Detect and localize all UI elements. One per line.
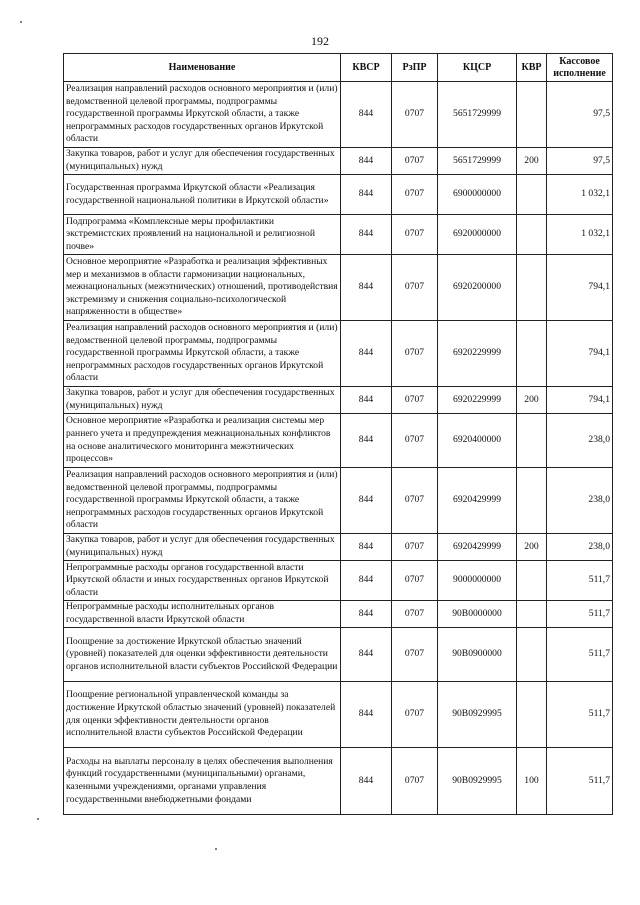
cell-kvr <box>517 561 547 601</box>
cell-amount: 794,1 <box>547 255 613 321</box>
cell-kvr <box>517 82 547 148</box>
cell-kcsr: 90В0000000 <box>438 601 517 628</box>
cell-amount: 238,0 <box>547 468 613 534</box>
cell-rzpr: 0707 <box>392 561 438 601</box>
cell-name: Закупка товаров, работ и услуг для обеспечения государственных (муниципальных) нужд <box>64 148 341 175</box>
cell-name: Основное мероприятие «Разработка и реализация эффективных мер и механизмов в области гармонизации национальных, межнациональных (межэтнических) отношений, противодействия экстремизму и снижения социально-психологической напряженности в обществе» <box>64 255 341 321</box>
table-header-row <box>64 54 613 82</box>
scan-dot <box>37 818 39 820</box>
cell-kvr: 200 <box>517 148 547 175</box>
cell-kvsr: 844 <box>341 682 392 748</box>
table-row <box>64 321 613 387</box>
cell-amount: 511,7 <box>547 601 613 628</box>
cell-kvr: 200 <box>517 534 547 561</box>
cell-name: Подпрограмма «Комплексные меры профилактики экстремистских проявлений на национальной и религиозной почве» <box>64 215 341 255</box>
cell-rzpr: 0707 <box>392 215 438 255</box>
cell-name: Реализация направлений расходов основного мероприятия и (или) ведомственной целевой программы, подпрограммы государственной программы Иркутской области, а также непрограммных расходов государственных органов Иркутской области <box>64 321 341 387</box>
cell-name: Непрограммные расходы органов государственной власти Иркутской области и иных государственных органов Иркутской области <box>64 561 341 601</box>
cell-kvsr: 844 <box>341 561 392 601</box>
cell-kcsr: 6920429999 <box>438 534 517 561</box>
cell-amount: 511,7 <box>547 748 613 815</box>
cell-amount: 1 032,1 <box>547 175 613 215</box>
cell-kvsr: 844 <box>341 601 392 628</box>
cell-name: Закупка товаров, работ и услуг для обеспечения государственных (муниципальных) нужд <box>64 534 341 561</box>
cell-rzpr: 0707 <box>392 321 438 387</box>
cell-rzpr: 0707 <box>392 468 438 534</box>
cell-name: Закупка товаров, работ и услуг для обеспечения государственных (муниципальных) нужд <box>64 387 341 414</box>
cell-kvr <box>517 255 547 321</box>
header-kvsr: КВСР <box>341 54 392 82</box>
cell-kvsr: 844 <box>341 321 392 387</box>
cell-name: Поощрение за достижение Иркутской областью значений (уровней) показателей для оценки эффективности деятельности органов исполнительной власти субъектов Российской Федерации <box>64 628 341 682</box>
cell-kvsr: 844 <box>341 215 392 255</box>
cell-name: Непрограммные расходы исполнительных органов государственной власти Иркутской области <box>64 601 341 628</box>
cell-kcsr: 6920200000 <box>438 255 517 321</box>
scan-dot <box>20 21 22 23</box>
cell-amount: 511,7 <box>547 561 613 601</box>
table-row <box>64 561 613 601</box>
cell-kcsr: 90В0929995 <box>438 748 517 815</box>
cell-rzpr: 0707 <box>392 414 438 468</box>
cell-kvr <box>517 601 547 628</box>
cell-amount: 238,0 <box>547 414 613 468</box>
cell-amount: 1 032,1 <box>547 215 613 255</box>
cell-kcsr: 90В0929995 <box>438 682 517 748</box>
cell-amount: 511,7 <box>547 628 613 682</box>
cell-kvr <box>517 321 547 387</box>
cell-amount: 97,5 <box>547 148 613 175</box>
table-row <box>64 215 613 255</box>
table-row <box>64 175 613 215</box>
cell-kcsr: 6920400000 <box>438 414 517 468</box>
table-body <box>64 82 613 815</box>
cell-rzpr: 0707 <box>392 175 438 215</box>
cell-kvr <box>517 628 547 682</box>
cell-kvsr: 844 <box>341 175 392 215</box>
page-number: 192 <box>311 34 329 48</box>
scan-dot <box>215 848 217 850</box>
cell-name: Основное мероприятие «Разработка и реализация системы мер раннего учета и предупреждения межнациональных конфликтов на основе аналитического мониторинга межэтнических процессов» <box>64 414 341 468</box>
cell-name: Расходы на выплаты персоналу в целях обеспечения выполнения функций государственными (муниципальными) органами, казенными учреждениями, органами управления государственными внебюджетными фондами <box>64 748 341 815</box>
cell-rzpr: 0707 <box>392 682 438 748</box>
cell-kvsr: 844 <box>341 148 392 175</box>
cell-kvsr: 844 <box>341 414 392 468</box>
cell-amount: 511,7 <box>547 682 613 748</box>
cell-kcsr: 5651729999 <box>438 148 517 175</box>
header-name: Наименование <box>64 54 341 82</box>
cell-rzpr: 0707 <box>392 82 438 148</box>
cell-amount: 238,0 <box>547 534 613 561</box>
cell-kvsr: 844 <box>341 82 392 148</box>
cell-kvr <box>517 414 547 468</box>
cell-kcsr: 6920229999 <box>438 387 517 414</box>
table-row <box>64 682 613 748</box>
table-row <box>64 748 613 815</box>
cell-kvr <box>517 468 547 534</box>
cell-kcsr: 6900000000 <box>438 175 517 215</box>
cell-rzpr: 0707 <box>392 534 438 561</box>
cell-rzpr: 0707 <box>392 148 438 175</box>
header-kcsr: КЦСР <box>438 54 517 82</box>
cell-kvsr: 844 <box>341 748 392 815</box>
cell-kcsr: 9000000000 <box>438 561 517 601</box>
cell-rzpr: 0707 <box>392 601 438 628</box>
table-row <box>64 255 613 321</box>
header-amount: Кассовое исполнение <box>547 54 613 82</box>
table-row <box>64 468 613 534</box>
cell-kvsr: 844 <box>341 534 392 561</box>
table-row <box>64 148 613 175</box>
table-row <box>64 628 613 682</box>
table-row <box>64 387 613 414</box>
cell-amount: 794,1 <box>547 321 613 387</box>
table-row <box>64 414 613 468</box>
cell-kcsr: 6920229999 <box>438 321 517 387</box>
cell-rzpr: 0707 <box>392 628 438 682</box>
cell-kvr <box>517 175 547 215</box>
cell-kcsr: 90В0900000 <box>438 628 517 682</box>
cell-kvr <box>517 682 547 748</box>
cell-name: Поощрение региональной управленческой команды за достижение Иркутской областью значений (уровней) показателей для оценки эффективности деятельности органов исполнительной власти субъектов Российской Федерации <box>64 682 341 748</box>
cell-kcsr: 6920000000 <box>438 215 517 255</box>
table-row <box>64 601 613 628</box>
cell-kvsr: 844 <box>341 468 392 534</box>
cell-kvr: 200 <box>517 387 547 414</box>
cell-name: Государственная программа Иркутской области «Реализация государственной национальной политики в Иркутской области» <box>64 175 341 215</box>
table-row <box>64 82 613 148</box>
cell-rzpr: 0707 <box>392 748 438 815</box>
cell-kcsr: 5651729999 <box>438 82 517 148</box>
cell-name: Реализация направлений расходов основного мероприятия и (или) ведомственной целевой программы, подпрограммы государственной программы Иркутской области, а также непрограммных расходов государственных органов Иркутской области <box>64 468 341 534</box>
cell-kcsr: 6920429999 <box>438 468 517 534</box>
table-row <box>64 534 613 561</box>
cell-amount: 97,5 <box>547 82 613 148</box>
cell-kvsr: 844 <box>341 628 392 682</box>
header-kvr: КВР <box>517 54 547 82</box>
cell-rzpr: 0707 <box>392 255 438 321</box>
cell-rzpr: 0707 <box>392 387 438 414</box>
cell-kvr <box>517 215 547 255</box>
header-rzpr: РзПР <box>392 54 438 82</box>
cell-kvsr: 844 <box>341 387 392 414</box>
cell-kvsr: 844 <box>341 255 392 321</box>
cell-name: Реализация направлений расходов основного мероприятия и (или) ведомственной целевой программы, подпрограммы государственной программы Иркутской области, а также непрограммных расходов государственных органов Иркутской области <box>64 82 341 148</box>
cell-kvr: 100 <box>517 748 547 815</box>
budget-table <box>63 53 613 815</box>
cell-amount: 794,1 <box>547 387 613 414</box>
